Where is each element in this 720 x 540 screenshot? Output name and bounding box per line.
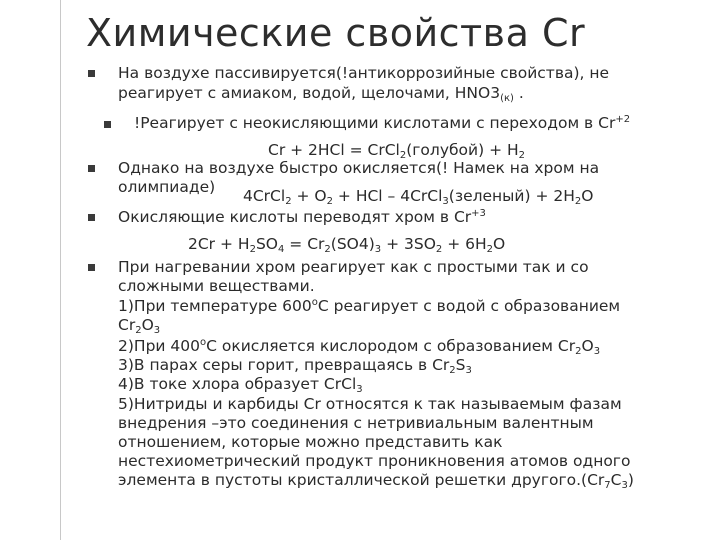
paragraph-5-line-4: $Cr_2O_3$ xyxy=(118,316,161,336)
bullet-marker xyxy=(88,214,95,221)
bullet-marker xyxy=(104,121,111,128)
paragraph-5-line-10: отношением, которые можно представить как xyxy=(118,433,503,451)
bullet-marker xyxy=(88,70,95,77)
left-divider-line xyxy=(60,0,61,540)
paragraph-5-line-6: 3)В парах серы горит, превращаясь в $Cr_2S_3$ xyxy=(118,356,472,376)
paragraph-5-line-11: нестехиометрический продукт проникновения атомов одного xyxy=(118,452,631,470)
paragraph-1-line-2: реагирует с амиаком, водой, щелочами, $HNO3_{(к)}$ . xyxy=(118,84,524,104)
paragraph-3-line-2: олимпиаде) xyxy=(118,178,216,196)
paragraph-5-line-3: 1)При температуре 600$^o$С реагирует с водой с образованием xyxy=(118,297,621,315)
paragraph-5-line-7: 4)В токе хлора образует CrCl$_3$ xyxy=(118,375,363,395)
paragraph-5-line-1: При нагревании хром реагирует как с простыми так и со xyxy=(118,258,589,276)
paragraph-5-line-2: сложными веществами. xyxy=(118,277,315,295)
paragraph-1-line-1: На воздухе пассивируется(!антикоррозийные свойства), не xyxy=(118,64,610,82)
paragraph-5-line-5: 2)При 400$^o$С окисляется кислородом с образованием $Cr_2O_3$ xyxy=(118,337,601,357)
equation-1: Cr + 2HCl = CrCl$_2$(голубой) + $H_2$ xyxy=(268,141,526,161)
equation-3: $2Cr + H_2SO_4 = Cr_2(SO4)_3 + 3SO_2 + 6H_2O$ xyxy=(188,235,506,255)
paragraph-5-line-9: внедрения –это соединения с нетривиальным валентным xyxy=(118,414,594,432)
paragraph-5-line-12: элемента в пустоты кристаллической решетки $другого.(Cr_7C_3)$ xyxy=(118,471,634,491)
slide-title: Химические свойства Cr xyxy=(86,11,586,55)
bullet-marker xyxy=(88,165,95,172)
equation-2: 4CrCl$_2$ + $O_2$ + HCl – 4CrCl$_3$(зеленый) + $2H_2O$ xyxy=(243,187,594,207)
bullet-marker xyxy=(88,264,95,271)
paragraph-3-line-1: Однако на воздухе быстро окисляется(! Намек на хром на xyxy=(118,159,600,177)
paragraph-2: !Реагирует с неокисляющими кислотами с переходом в $Cr^{+2}$ xyxy=(134,114,631,132)
paragraph-5-line-8: 5)Нитриды и карбиды Cr относятся к так называемым фазам xyxy=(118,395,622,413)
paragraph-4: Окисляющие кислоты переводят хром в $Cr^{+3}$ xyxy=(118,208,486,226)
